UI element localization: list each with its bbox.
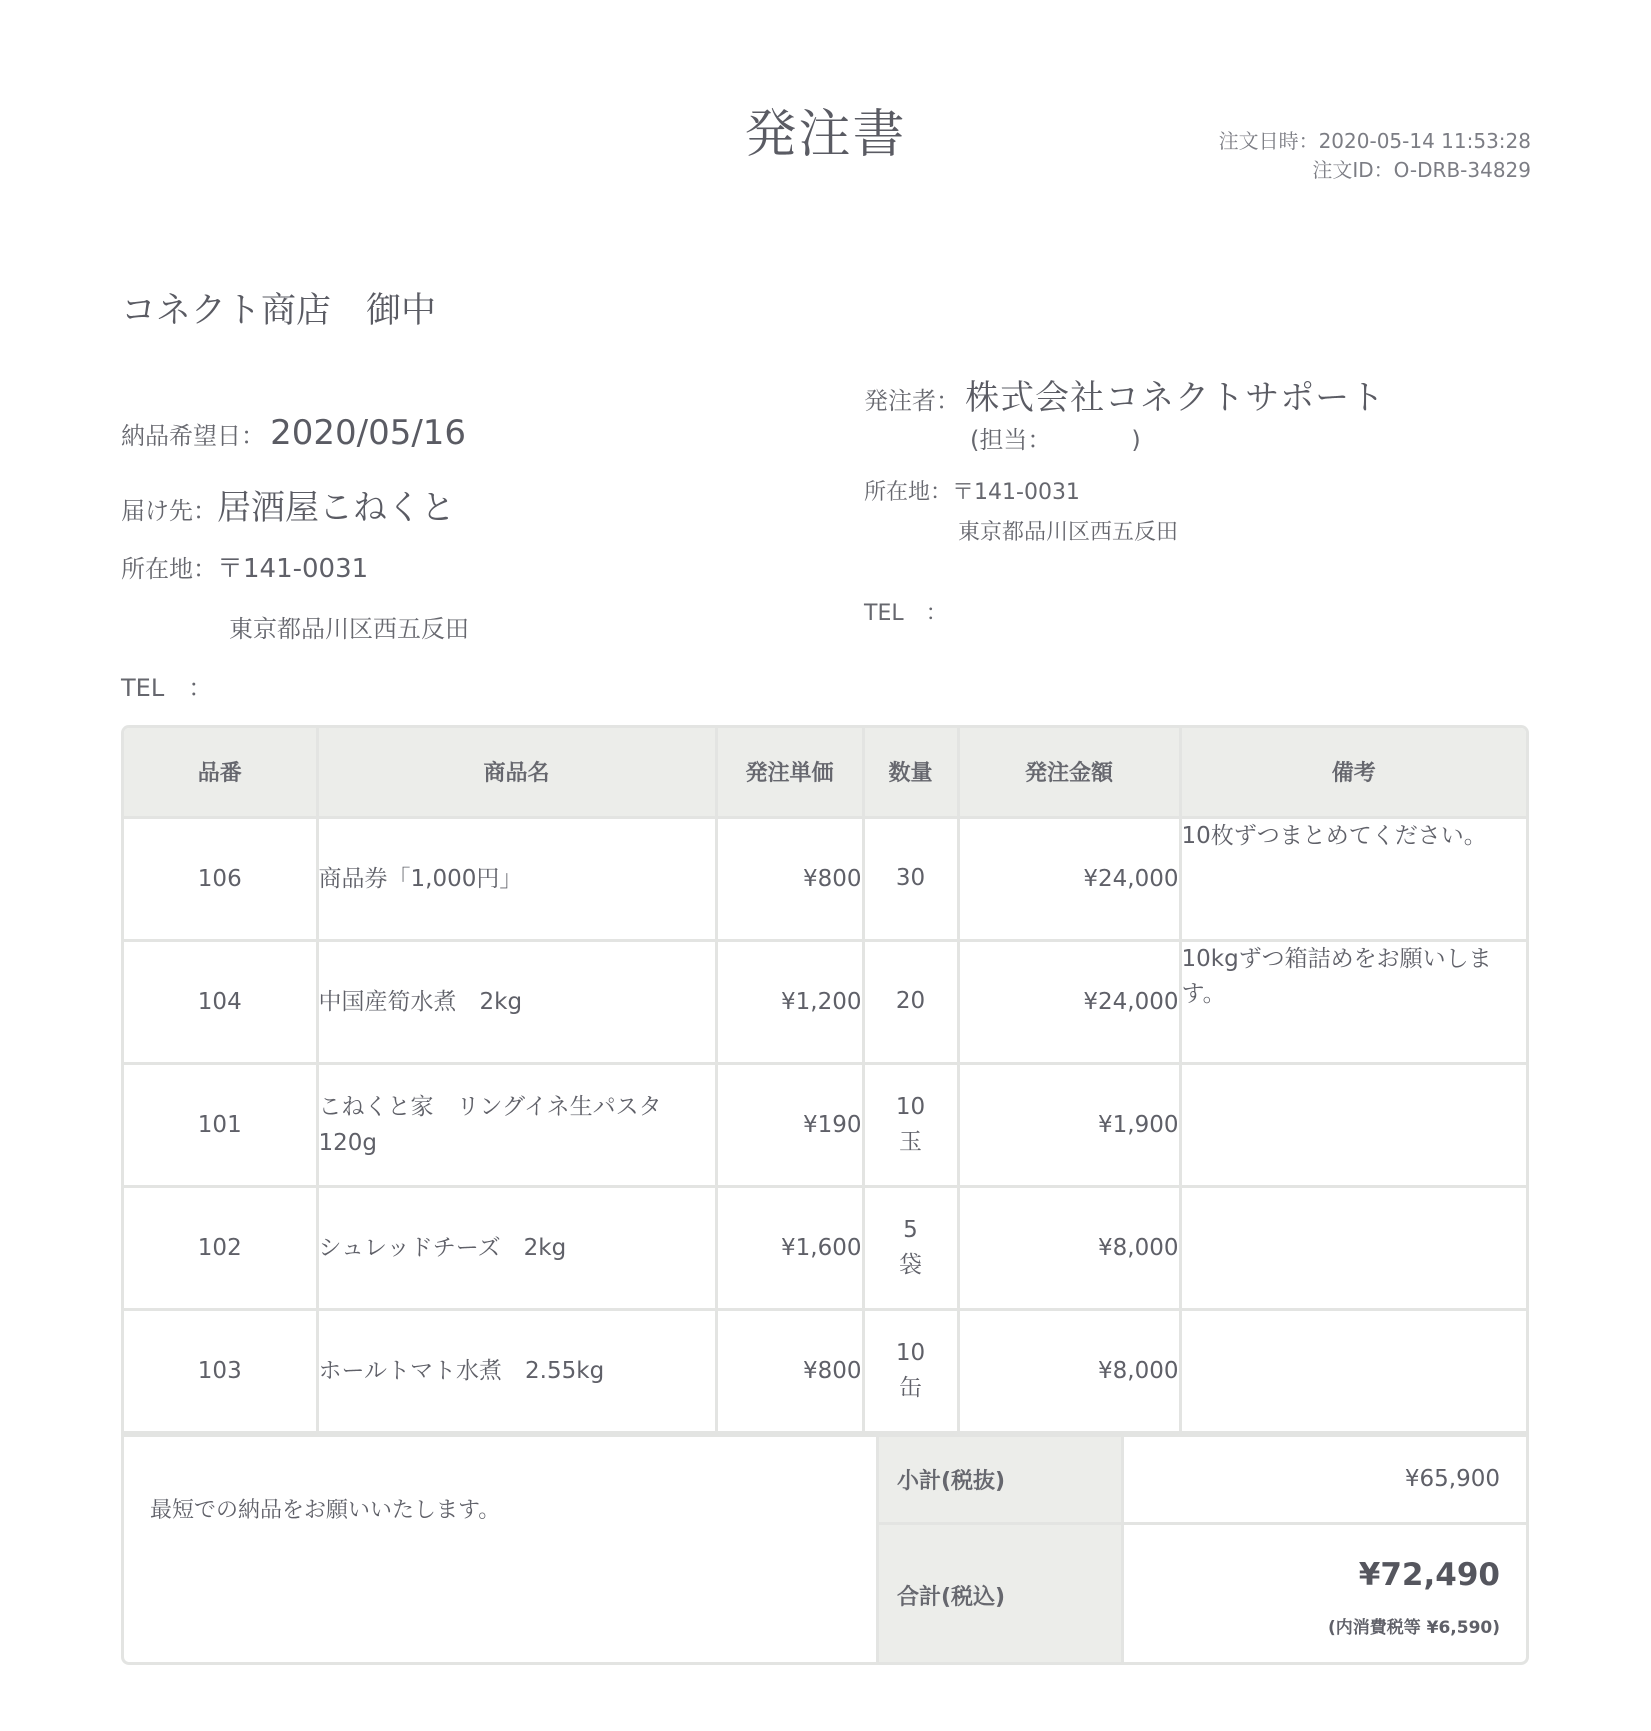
- orderer-address-text: 東京都品川区西五反田: [958, 520, 1179, 545]
- orderer-address: [864, 475, 1080, 506]
- delivery-date-label: 納品希望日：: [121, 422, 265, 450]
- orderer-label: 発注者：: [864, 387, 960, 415]
- orderer-contact-close: ): [1131, 426, 1141, 454]
- subtotal-value: ¥65,900: [1124, 1437, 1526, 1525]
- qty-value: 30: [895, 865, 926, 891]
- delivery-address-line: [229, 609, 469, 644]
- delivery-destination: [121, 480, 455, 529]
- cell-code: 102: [124, 1186, 317, 1309]
- cell-qty: [863, 1309, 958, 1432]
- orderer-contact-open: (担当：: [970, 426, 1052, 454]
- delivery-date-value: 2020/05/16: [270, 413, 467, 453]
- cell-name: 中国産筍水煮 2kg: [317, 940, 716, 1063]
- page-title: 発注書: [744, 105, 907, 165]
- delivery-postal: 〒141-0031: [217, 554, 369, 584]
- cell-price: ¥800: [716, 1309, 863, 1432]
- qty-unit: 玉: [899, 1128, 922, 1155]
- table-row: [124, 940, 1526, 1063]
- cell-note: 10kgずつ箱詰めをお願いします。: [1180, 940, 1526, 1063]
- table-row: [124, 1186, 1526, 1309]
- qty-value: 20: [895, 988, 926, 1014]
- order-table: [121, 725, 1529, 1665]
- delivery-date: [121, 413, 466, 453]
- cell-price: ¥1,600: [716, 1186, 863, 1309]
- cell-amount: ¥8,000: [958, 1186, 1180, 1309]
- orderer: [864, 370, 1385, 419]
- table-row: [124, 1309, 1526, 1432]
- order-id: 注文ID：O-DRB-34829: [1312, 158, 1531, 182]
- table-row: [124, 1063, 1526, 1186]
- recipient-name: コネクト商店 御中: [121, 291, 437, 331]
- remarks-text: 最短での納品をお願いいたします。: [150, 1498, 501, 1523]
- qty-unit: 缶: [899, 1374, 922, 1401]
- qty-value: 10: [895, 1339, 926, 1366]
- delivery-address: [121, 548, 368, 585]
- tax-note: (内消費税等 ¥6,590): [1327, 1618, 1500, 1638]
- header-code: 品番: [124, 728, 317, 817]
- cell-price: ¥800: [716, 817, 863, 940]
- cell-name: ホールトマト水煮 2.55kg: [317, 1309, 716, 1432]
- subtotal-label: 小計(税抜): [876, 1437, 1124, 1525]
- cell-note: [1180, 1186, 1526, 1309]
- cell-note: [1180, 1309, 1526, 1432]
- cell-qty: [863, 940, 958, 1063]
- delivery-destination-value: 居酒屋こねくと: [217, 488, 455, 528]
- cell-code: 101: [124, 1063, 317, 1186]
- total-label: 合計(税込): [876, 1525, 1124, 1665]
- orderer-postal: 〒141-0031: [952, 480, 1080, 505]
- cell-code: 103: [124, 1309, 317, 1432]
- cell-amount: ¥24,000: [958, 940, 1180, 1063]
- items-table: [124, 728, 1526, 1434]
- table-row: [124, 817, 1526, 940]
- header-amount: 発注金額: [958, 728, 1180, 817]
- cell-name: こねくと家 リングイネ生パスタ 120g: [317, 1063, 716, 1186]
- summary-section: [124, 1434, 1526, 1662]
- cell-amount: ¥24,000: [958, 817, 1180, 940]
- cell-price: ¥190: [716, 1063, 863, 1186]
- orderer-address-label: 所在地：: [864, 480, 953, 505]
- cell-code: 104: [124, 940, 317, 1063]
- cell-qty: [863, 817, 958, 940]
- orderer-tel: TEL ：: [864, 601, 948, 626]
- delivery-address-text: 東京都品川区西五反田: [229, 615, 469, 643]
- cell-qty: [863, 1063, 958, 1186]
- cell-code: 106: [124, 817, 317, 940]
- delivery-tel: TEL ：: [121, 674, 213, 702]
- orderer-company: 株式会社コネクトサポート: [965, 378, 1386, 418]
- header-price: 発注単価: [716, 728, 863, 817]
- cell-name: シュレッドチーズ 2kg: [317, 1186, 716, 1309]
- header-note: 備考: [1180, 728, 1526, 817]
- total-value: ¥72,490: [1358, 1557, 1500, 1593]
- qty-value: 5: [903, 1216, 918, 1243]
- header-qty: 数量: [863, 728, 958, 817]
- cell-price: ¥1,200: [716, 940, 863, 1063]
- table-header-row: [124, 728, 1526, 817]
- delivery-destination-label: 届け先：: [121, 497, 217, 525]
- cell-amount: ¥8,000: [958, 1309, 1180, 1432]
- cell-amount: ¥1,900: [958, 1063, 1180, 1186]
- orderer-contact: [970, 420, 1141, 455]
- delivery-address-label: 所在地：: [121, 555, 217, 583]
- cell-qty: [863, 1186, 958, 1309]
- header-name: 商品名: [317, 728, 716, 817]
- cell-note: [1180, 1063, 1526, 1186]
- cell-name: 商品券「1,000円」: [317, 817, 716, 940]
- qty-value: 10: [895, 1093, 926, 1120]
- order-datetime: 注文日時：2020-05-14 11:53:28: [1218, 129, 1531, 153]
- cell-note: 10枚ずつまとめてください。: [1180, 817, 1526, 940]
- qty-unit: 袋: [899, 1251, 922, 1278]
